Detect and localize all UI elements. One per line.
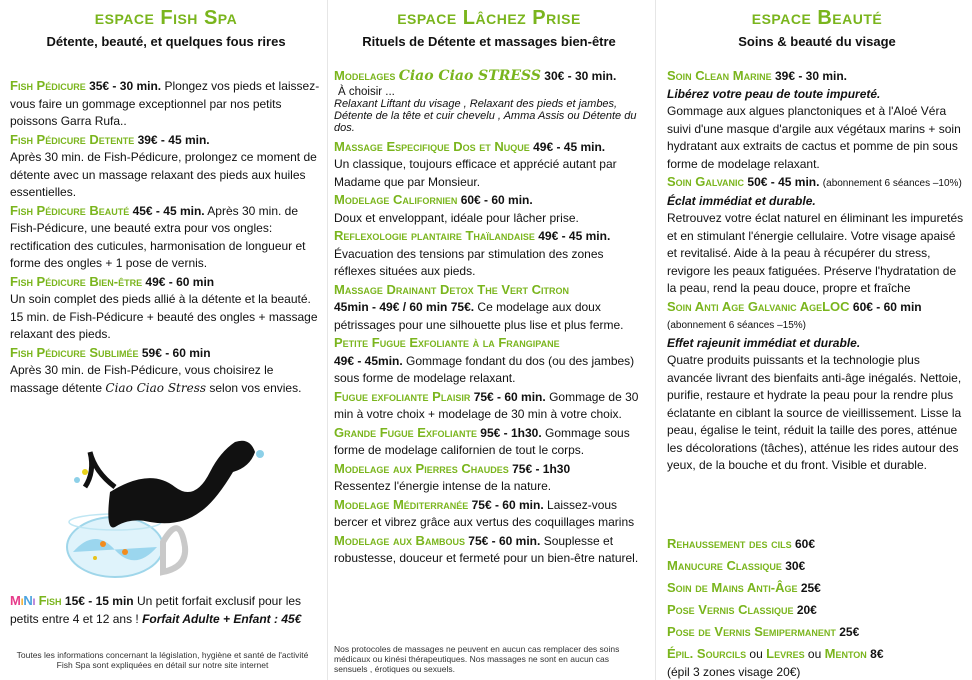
service-desc: Un classique, toujours efficace et apprécié autant par Madame que par Monsieur. bbox=[334, 157, 617, 189]
service-name: Fish Pédicure bbox=[10, 78, 86, 93]
service-name: Pose de Vernis Semipermanent bbox=[667, 624, 836, 639]
service-name: Massage Especifique Dos et Nuque bbox=[334, 138, 530, 154]
service-price: 25€ bbox=[800, 581, 821, 595]
service-name: Soin Clean Marine bbox=[667, 68, 772, 83]
service-name: Reflexologie plantaire Thaïlandaise bbox=[334, 228, 535, 243]
service-name: Fish Pédicure Beauté bbox=[10, 202, 130, 218]
service-item bbox=[667, 173, 967, 298]
service-price: 60€ bbox=[794, 537, 815, 551]
service-name: Pose Vernis Classique bbox=[667, 602, 794, 617]
column-divider bbox=[655, 0, 656, 680]
service-item bbox=[334, 138, 644, 192]
lachez-prise-column bbox=[334, 0, 644, 680]
service-desc: Doux et enveloppant, idéale pour lâcher prise. bbox=[334, 210, 579, 225]
price-list-item bbox=[667, 533, 967, 555]
service-desc: Ressentez l'énergie intense de la nature. bbox=[334, 479, 552, 493]
service-item bbox=[334, 388, 644, 424]
service-price: 45€ - 45 min. bbox=[132, 203, 205, 218]
mini-letter: M bbox=[10, 593, 21, 608]
mini-letter: i bbox=[32, 593, 36, 608]
service-name: Modelage Méditerranée bbox=[334, 496, 469, 512]
service-price: 25€ bbox=[839, 625, 860, 639]
service-price: 39€ - 30 min. bbox=[774, 69, 848, 83]
service-item bbox=[334, 67, 644, 86]
service-name: Fish Pédicure Bien-être bbox=[10, 273, 143, 289]
service-item bbox=[667, 298, 967, 475]
service-note: (abonnement 6 séances –10%) bbox=[822, 178, 962, 189]
service-name: Modelage aux Bambous bbox=[334, 532, 465, 548]
service-tagline: Libérez votre peau de toute impureté. bbox=[667, 86, 881, 101]
beaute-column bbox=[667, 0, 967, 680]
service-item bbox=[334, 496, 644, 532]
service-name: Soin de Mains Anti-Âge bbox=[667, 580, 798, 595]
service-desc: Un soin complet des pieds allié à la détente et la beauté. 15 min. de Fish-Pédicure + beauté des ongles + massage relaxant des pieds. bbox=[10, 292, 318, 341]
price-list-item bbox=[667, 555, 967, 577]
service-price: 75€ - 60 min. bbox=[473, 389, 546, 404]
lachez-prise-subtitle: Rituels de Détente et massages bien-être bbox=[362, 34, 616, 49]
options-text: Relaxant Liftant du visage , Relaxant des pieds et jambes, Détente de la tête et cuir chevelu , Amma Assis ou Détente du dos. bbox=[334, 97, 637, 134]
service-price: 45min - 49€ / 60 min 75€. bbox=[334, 300, 475, 314]
service-name: Modelages bbox=[334, 68, 396, 83]
service-name: Épil. Sourcils bbox=[667, 646, 747, 661]
lachez-prise-footer: Nos protocoles de massages ne peuvent en aucun cas remplacer des soins médicaux ou kinési thérapeutiques. Nos massages ne sont en aucun cas sensuels , érotiques ou sexuels. bbox=[334, 644, 620, 674]
service-price: 49€ - 45min. bbox=[334, 353, 403, 368]
service-name: Grande Fugue Exfoliante bbox=[334, 424, 477, 440]
service-name: Levres bbox=[766, 646, 805, 661]
mini-letter: N bbox=[23, 593, 33, 608]
service-name: Soin Galvanic bbox=[667, 174, 745, 189]
price-list-item bbox=[667, 621, 967, 643]
service-desc: Après 30 min. de Fish-Pédicure, vous choisirez le massage détente bbox=[10, 363, 274, 395]
service-tagline: Effet rajeunit immédiat et durable. bbox=[667, 335, 861, 350]
service-price: 95€ - 1h30. bbox=[480, 425, 542, 440]
service-item bbox=[10, 77, 322, 131]
mini-fish-item bbox=[10, 592, 315, 628]
fish-spa-subtitle: Détente, beauté, et quelques fous rires bbox=[46, 34, 286, 49]
ciao-ciao-stress-text: Ciao Ciao STRESS bbox=[398, 68, 541, 84]
beaute-title: espace Beauté bbox=[751, 7, 883, 29]
service-item bbox=[10, 131, 322, 202]
service-item bbox=[334, 532, 644, 568]
service-desc: Gommage de 30 min à votre choix + modelage de 30 min à votre choix. bbox=[334, 389, 639, 421]
service-price: 50€ - 45 min. bbox=[747, 175, 820, 189]
service-item bbox=[334, 281, 644, 335]
service-price: 75€ - 60 min. bbox=[471, 497, 544, 512]
service-price: 59€ - 60 min bbox=[141, 345, 211, 360]
service-item bbox=[334, 460, 644, 496]
service-price: 15€ - 15 min bbox=[64, 594, 134, 608]
service-price: 30€ - 30 min. bbox=[544, 69, 617, 83]
service-price: 60€ - 60 min. bbox=[460, 193, 533, 207]
price-list-item bbox=[667, 599, 967, 621]
service-desc: selon vos envies. bbox=[209, 380, 302, 395]
service-name: Soin Anti Age Galvanic AgeLOC bbox=[667, 298, 850, 314]
service-tagline: Éclat immédiat et durable. bbox=[667, 193, 816, 208]
fish-spa-footer: Toutes les informations concernant la législation, hygiène et santé de l'activité Fish Spa sont expliquées en détail sur notre site internet bbox=[16, 650, 309, 670]
service-name: Manucure Classique bbox=[667, 558, 782, 573]
service-name: Modelage aux Pierres Chaudes bbox=[334, 460, 509, 476]
service-desc: Gommage aux algues planctoniques et à l'Aloé Véra suivi d'une masque d'argile aux végétaux marins + soin hydratant aux extraits de cactus et pomme de pin sous forme de modelage relaxant. bbox=[667, 104, 961, 171]
service-desc: Souplesse et robustesse, douceur et fermeté pour un bien-être naturel. bbox=[334, 533, 639, 565]
service-item bbox=[334, 424, 644, 460]
service-price: 8€ bbox=[870, 647, 884, 661]
service-item bbox=[667, 67, 967, 173]
service-price: 49€ - 45 min. bbox=[533, 139, 606, 154]
or-text: ou bbox=[749, 647, 763, 661]
service-desc: Un petit forfait exclusif pour les petits entre 4 et 12 ans ! bbox=[10, 594, 302, 626]
service-name: Massage Drainant Detox The Vert Citron bbox=[334, 281, 570, 297]
fish-bowl-illustration bbox=[55, 432, 305, 582]
service-price: 49€ - 60 min bbox=[145, 274, 215, 289]
service-name: Rehaussement des cils bbox=[667, 536, 792, 551]
ciao-ciao-stress-text: Ciao Ciao Stress bbox=[105, 380, 207, 395]
beaute-subtitle: Soins & beauté du visage bbox=[738, 34, 896, 49]
service-name: Modelage Californien bbox=[334, 192, 458, 207]
choose-text: À choisir ... bbox=[338, 85, 395, 98]
service-item bbox=[10, 202, 322, 273]
service-price: 75€ - 1h30 bbox=[512, 461, 571, 476]
service-price: 35€ - 30 min. bbox=[89, 79, 162, 93]
fish-spa-title: espace Fish Spa bbox=[94, 7, 238, 29]
service-desc: Évacuation des tensions par stimulation des zones réflexes situées aux pieds. bbox=[334, 246, 604, 278]
service-desc: Laissez-vous bercer et vibrez grâce aux vertus des coquillages marins bbox=[334, 497, 635, 529]
service-item bbox=[334, 334, 644, 388]
service-item bbox=[334, 191, 644, 227]
service-desc: Plongez vos pieds et laissez-vous faire un gommage exceptionnel par nos petits poissons Garra Rufa.. bbox=[10, 79, 320, 128]
service-desc: Retrouvez votre éclat naturel en éliminant les impuretés et en stimulant l'énergie cellulaire. Votre visage apaisé et revitalisé. Aide à la peau à récupérer du stress, revigore les peaux fatiguées. Préserve l'hydratation de la peau, rend la peau douce, propre et fraîche bbox=[667, 211, 964, 295]
service-desc: Gommage fondant du dos (ou des jambes) sous forme de modelage relaxant. bbox=[334, 353, 635, 385]
service-item bbox=[10, 273, 322, 344]
mini-letter: i bbox=[20, 593, 24, 608]
service-name: Petite Fugue Exfoliante à la Frangipane bbox=[334, 335, 560, 350]
service-note: (épil 3 zones visage 20€) bbox=[667, 665, 801, 679]
service-price: 60€ - 60 min bbox=[852, 299, 922, 314]
service-price: 39€ - 45 min. bbox=[137, 132, 210, 147]
service-desc: Après 30 min. de Fish-Pédicure, prolongez ce moment de détente avec un massage relaxant des pieds aux huiles essentielles. bbox=[10, 150, 317, 199]
service-desc: Ce modelage aux doux pétrissages pour une silhouette plus lise et plus ferme. bbox=[334, 300, 624, 332]
service-name: Fish Pédicure Sublimée bbox=[10, 344, 139, 360]
service-price: 75€ - 60 min. bbox=[468, 533, 541, 548]
price-list-item bbox=[667, 577, 967, 599]
service-desc: Après 30 min. de Fish-Pédicure, une beauté extra pour vos ongles: rectification des cuticules, harmonisation de longueur et forme des ongles + 1 pose de vernis. bbox=[10, 203, 306, 270]
service-name: Fish Pédicure Detente bbox=[10, 131, 135, 147]
service-item bbox=[10, 344, 322, 398]
service-price: 20€ bbox=[796, 603, 817, 617]
service-note: (abonnement 6 séances –15%) bbox=[667, 320, 806, 331]
service-desc: Gommage sous forme de modelage californien de tout le corps. bbox=[334, 425, 630, 457]
lachez-prise-title: espace Lâchez Prise bbox=[397, 7, 581, 29]
service-name: Menton bbox=[824, 646, 867, 661]
service-desc: Quatre produits puissants et la technologie plus avancée livrant des bienfaits anti-âge inégalés. Nettoie, purifie, restaure et hydrate la peau pour la rendre plus éclatante en ciblant la source de vieillissement. Lisse la peau, égalise le teint, réduit la taille des pores, atténue les décolorations (tâches), atténue les rides autour des yeux, de la bouche et du front. Visible et durable. bbox=[667, 353, 962, 472]
service-price: 30€ bbox=[785, 559, 806, 573]
service-name: Fugue exfoliante Plaisir bbox=[334, 388, 471, 404]
service-item bbox=[334, 227, 644, 281]
service-price: 49€ - 45 min. bbox=[538, 229, 611, 243]
or-text: ou bbox=[807, 647, 822, 661]
forfait-text: Forfait Adulte + Enfant : 45€ bbox=[142, 611, 302, 626]
service-name: Fish bbox=[38, 593, 62, 608]
fish-spa-column bbox=[10, 0, 322, 680]
price-list-item bbox=[667, 643, 967, 665]
column-divider bbox=[327, 0, 328, 680]
